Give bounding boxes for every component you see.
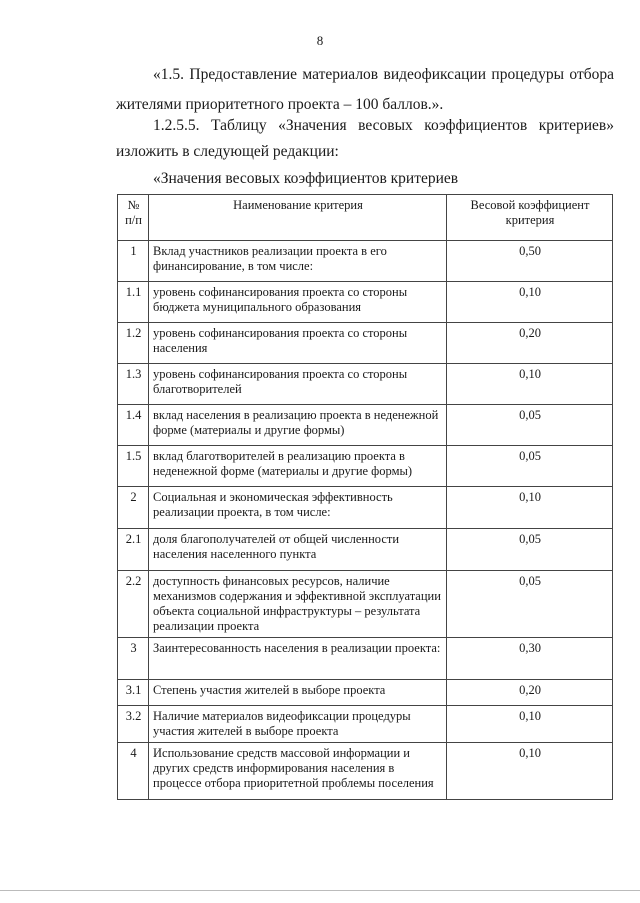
row-criterion-name: уровень софинансирования проекта со стороны благотворителей	[149, 364, 447, 405]
row-weight: 0,05	[447, 571, 613, 638]
table-body	[118, 241, 613, 800]
paragraph-2-line-1: 1.2.5.5. Таблицу «Значения весовых коэффициентов критериев»	[153, 117, 614, 134]
row-criterion-name: Вклад участников реализации проекта в его финансирование, в том числе:	[149, 241, 447, 282]
row-criterion-name: уровень софинансирования проекта со стороны бюджета муниципального образования	[149, 282, 447, 323]
table-row	[118, 638, 613, 680]
table-row	[118, 323, 613, 364]
row-number: 1.2	[118, 323, 149, 364]
row-number: 1.3	[118, 364, 149, 405]
row-criterion-name: доступность финансовых ресурсов, наличие механизмов содержания и эффективной эксплуатации объекта социальной инфраструктуры – результата реализации проекта	[149, 571, 447, 638]
paragraph-1-line-1	[116, 62, 614, 88]
table-row	[118, 571, 613, 638]
page-number: 8	[316, 33, 324, 48]
criteria-weights-table	[117, 194, 613, 800]
header-number: № п/п	[118, 195, 149, 241]
page-bottom-rule	[0, 890, 640, 891]
row-criterion-name: Наличие материалов видеофиксации процедуры участия жителей в выборе проекта	[149, 706, 447, 743]
row-number: 3.2	[118, 706, 149, 743]
paragraph-2-line-2: изложить в следующей редакции:	[116, 143, 339, 160]
row-number: 1	[118, 241, 149, 282]
row-number: 2	[118, 487, 149, 529]
header-weight: Весовой коэффициент критерия	[447, 195, 613, 241]
row-weight: 0,10	[447, 364, 613, 405]
table-row	[118, 405, 613, 446]
row-weight: 0,20	[447, 680, 613, 706]
row-criterion-name: вклад благотворителей в реализацию проекта в неденежной форме (материалы и другие формы)	[149, 446, 447, 487]
row-weight: 0,05	[447, 529, 613, 571]
table-row	[118, 241, 613, 282]
table-row	[118, 529, 613, 571]
row-number: 2.1	[118, 529, 149, 571]
row-number: 3.1	[118, 680, 149, 706]
row-criterion-name: Социальная и экономическая эффективность реализации проекта, в том числе:	[149, 487, 447, 529]
row-weight: 0,05	[447, 446, 613, 487]
header-criterion-name: Наименование критерия	[149, 195, 447, 241]
table-header-row	[118, 195, 613, 241]
paragraph-1-text-1: «1.5. Предоставление материалов видеофиксации процедуры отбора	[153, 66, 614, 83]
row-number: 1.1	[118, 282, 149, 323]
table-row	[118, 364, 613, 405]
row-criterion-name: уровень софинансирования проекта со стороны населения	[149, 323, 447, 364]
row-weight: 0,10	[447, 282, 613, 323]
row-number: 3	[118, 638, 149, 680]
table-row	[118, 680, 613, 706]
table-row	[118, 446, 613, 487]
row-weight: 0,05	[447, 405, 613, 446]
paragraph-1-line-2: жителями приоритетного проекта – 100 баллов.».	[116, 96, 444, 113]
row-criterion-name: Заинтересованность населения в реализации проекта:	[149, 638, 447, 680]
row-weight: 0,10	[447, 743, 613, 800]
row-weight: 0,10	[447, 706, 613, 743]
row-criterion-name: доля благополучателей от общей численности населения населенного пункта	[149, 529, 447, 571]
row-weight: 0,50	[447, 241, 613, 282]
table-title: «Значения весовых коэффициентов критериев	[153, 170, 459, 187]
table-row	[118, 487, 613, 529]
table-row	[118, 282, 613, 323]
row-number: 4	[118, 743, 149, 800]
row-criterion-name: Степень участия жителей в выборе проекта	[149, 680, 447, 706]
table-row	[118, 743, 613, 800]
row-weight: 0,10	[447, 487, 613, 529]
row-number: 1.5	[118, 446, 149, 487]
row-number: 2.2	[118, 571, 149, 638]
row-criterion-name: Использование средств массовой информации и других средств информирования населения в процессе отбора приоритетной проблемы поселения	[149, 743, 447, 800]
table-row	[118, 706, 613, 743]
row-criterion-name: вклад населения в реализацию проекта в неденежной форме (материалы и другие формы)	[149, 405, 447, 446]
row-weight: 0,30	[447, 638, 613, 680]
row-number: 1.4	[118, 405, 149, 446]
row-weight: 0,20	[447, 323, 613, 364]
